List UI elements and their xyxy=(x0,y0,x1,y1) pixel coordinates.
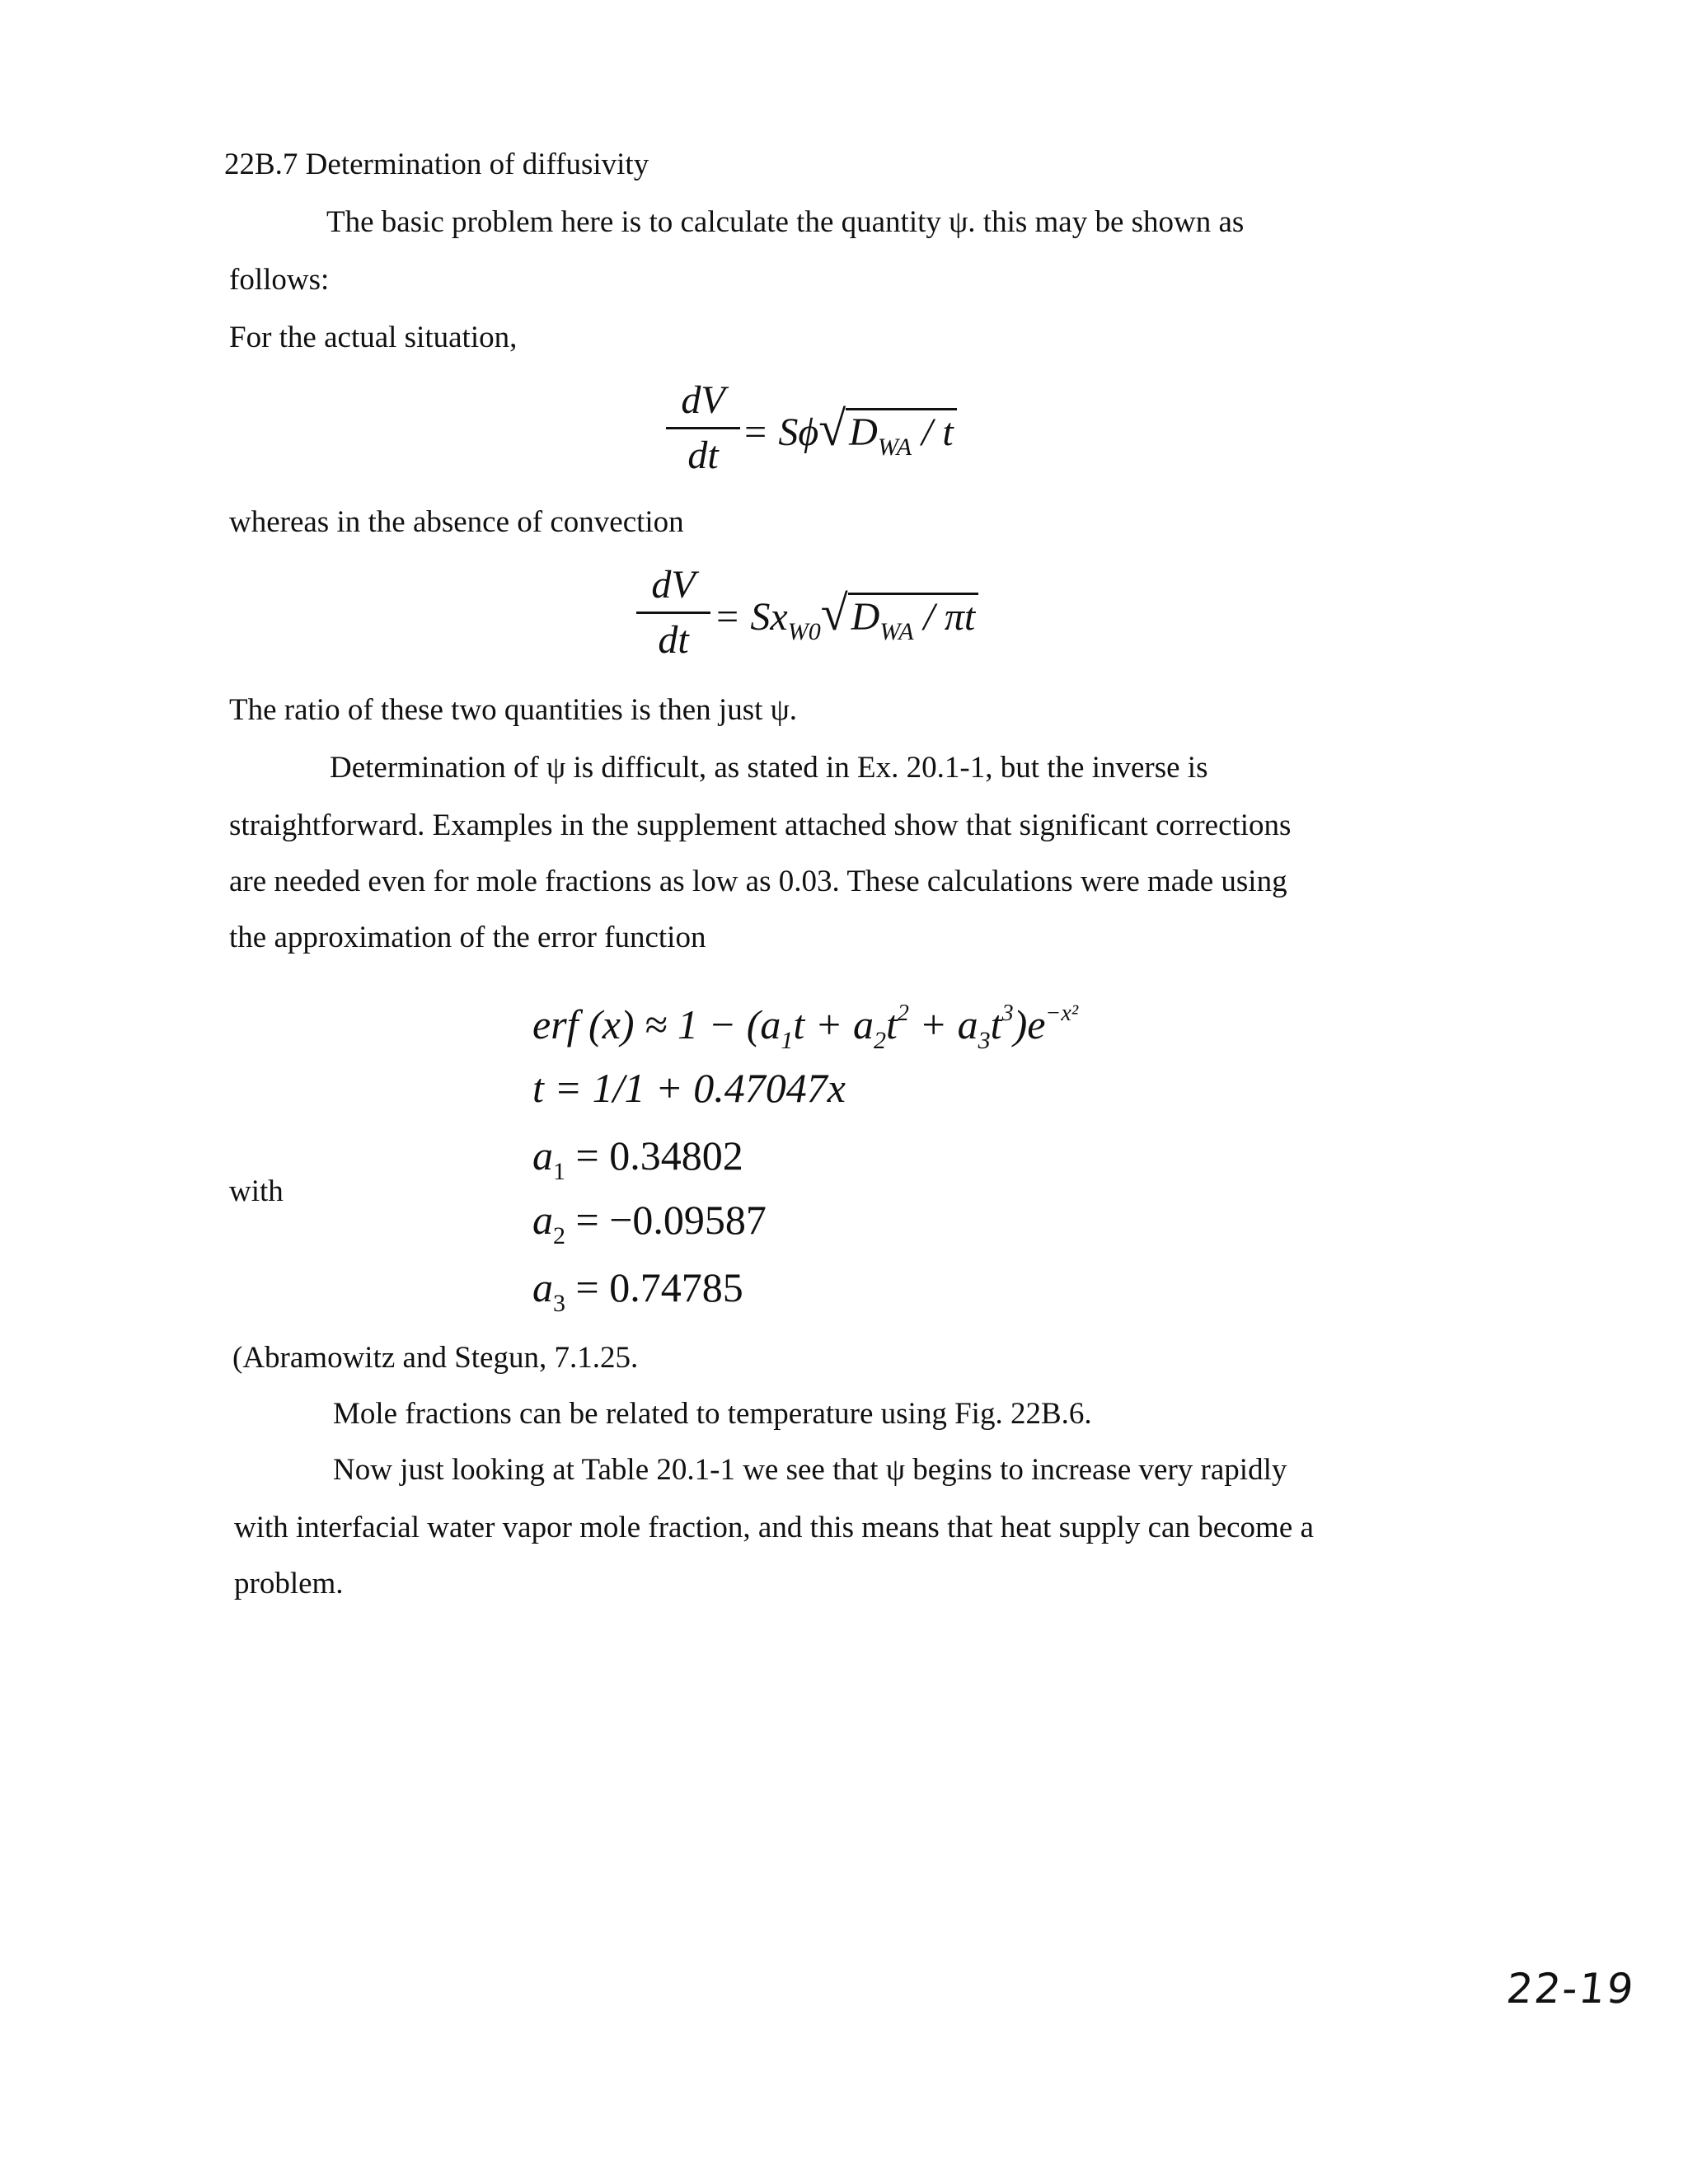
erf-exponent: −x² xyxy=(1045,1001,1079,1026)
paragraph-2-line-4: the approximation of the error function xyxy=(229,921,706,954)
mole-fraction-line: Mole fractions can be related to temperature using Fig. 22B.6. xyxy=(333,1397,1092,1431)
paragraph-1-line-1: The basic problem here is to calculate the quantity ψ. this may be shown as xyxy=(326,205,1245,239)
section-heading: 22B.7 Determination of diffusivity xyxy=(224,148,649,181)
sqrt-icon: √ xyxy=(818,401,846,456)
erf-equation xyxy=(532,989,1078,1066)
erf-sub-3: 3 xyxy=(978,1027,991,1054)
coef-symbol: a xyxy=(532,1132,553,1179)
radicand-sub: WA xyxy=(877,434,912,461)
equation-1-radicand xyxy=(846,408,957,461)
coef-index: 1 xyxy=(553,1158,565,1185)
radicand-sub: WA xyxy=(879,618,914,645)
ratio-text: The ratio of these two quantities is then just ψ. xyxy=(229,693,798,727)
with-label: with xyxy=(229,1174,284,1208)
coef-value: = −0.09587 xyxy=(575,1197,767,1243)
fraction-bar xyxy=(636,612,710,614)
t-definition: t = 1/1 + 0.47047x xyxy=(532,1065,846,1111)
radicand-tail: / t xyxy=(912,410,954,454)
coefficient-a3 xyxy=(532,1263,743,1329)
equation-2-rhs-prefix: = Sx xyxy=(714,595,788,639)
coefficient-a1 xyxy=(532,1131,743,1197)
actual-situation-text: For the actual situation, xyxy=(229,321,518,354)
radicand-main: D xyxy=(849,410,878,454)
coefficient-a2 xyxy=(532,1195,767,1261)
equation-2-rhs xyxy=(714,586,978,655)
erf-part-3: + a xyxy=(908,1001,978,1047)
coef-value: = 0.74785 xyxy=(575,1264,743,1310)
paragraph-2-line-3: are needed even for mole fractions as low as 0.03. These calculations were made using xyxy=(229,865,1287,898)
sqrt-icon: √ xyxy=(820,586,848,640)
paragraph-1-line-2: follows: xyxy=(229,263,330,297)
equation-1-fraction xyxy=(666,377,740,479)
erf-sub-1: 1 xyxy=(781,1027,794,1054)
equation-2-rhs-sub: W0 xyxy=(787,618,821,645)
equation-2-fraction xyxy=(636,562,710,663)
coef-value: = 0.34802 xyxy=(575,1132,743,1179)
coef-index: 2 xyxy=(553,1222,565,1249)
paragraph-2-line-2: straightforward. Examples in the supplement attached show that significant corrections xyxy=(229,808,1292,842)
paragraph-3-line-1: Now just looking at Table 20.1-1 we see that ψ begins to increase very rapidly xyxy=(333,1453,1287,1487)
equation-1-rhs xyxy=(742,401,957,471)
page-number: 22-19 xyxy=(1503,1965,1638,2013)
paragraph-3-line-2: with interfacial water vapor mole fraction, and this means that heat supply can become a xyxy=(234,1511,1314,1544)
equation-2-denominator: dt xyxy=(658,618,689,662)
erf-exp-3: 3 xyxy=(1001,1001,1014,1026)
equation-1-denominator: dt xyxy=(687,434,719,477)
erf-lhs: erf (x) ≈ 1 − (a xyxy=(532,1001,781,1047)
fraction-bar xyxy=(666,427,740,429)
radicand-tail: / πt xyxy=(913,595,976,639)
paragraph-2-line-1: Determination of ψ is difficult, as stated in Ex. 20.1-1, but the inverse is xyxy=(330,751,1208,785)
erf-exp-2: 2 xyxy=(897,1001,909,1026)
equation-1-rhs-prefix: = Sϕ xyxy=(742,410,819,454)
equation-2-radicand xyxy=(848,593,979,645)
citation: (Abramowitz and Stegun, 7.1.25. xyxy=(232,1341,639,1375)
erf-part-1: t + a xyxy=(793,1001,874,1047)
coef-symbol: a xyxy=(532,1197,553,1243)
absence-text: whereas in the absence of convection xyxy=(229,505,684,539)
erf-part-4: t xyxy=(990,1001,1002,1047)
equation-2-numerator: dV xyxy=(651,563,696,607)
erf-part-2: t xyxy=(886,1001,898,1047)
coef-index: 3 xyxy=(553,1290,565,1317)
coef-symbol: a xyxy=(532,1264,553,1310)
erf-part-5: )e xyxy=(1013,1001,1046,1047)
paragraph-3-line-3: problem. xyxy=(234,1567,344,1601)
erf-sub-2: 2 xyxy=(874,1027,887,1054)
equation-1-numerator: dV xyxy=(681,378,725,422)
radicand-main: D xyxy=(851,595,880,639)
